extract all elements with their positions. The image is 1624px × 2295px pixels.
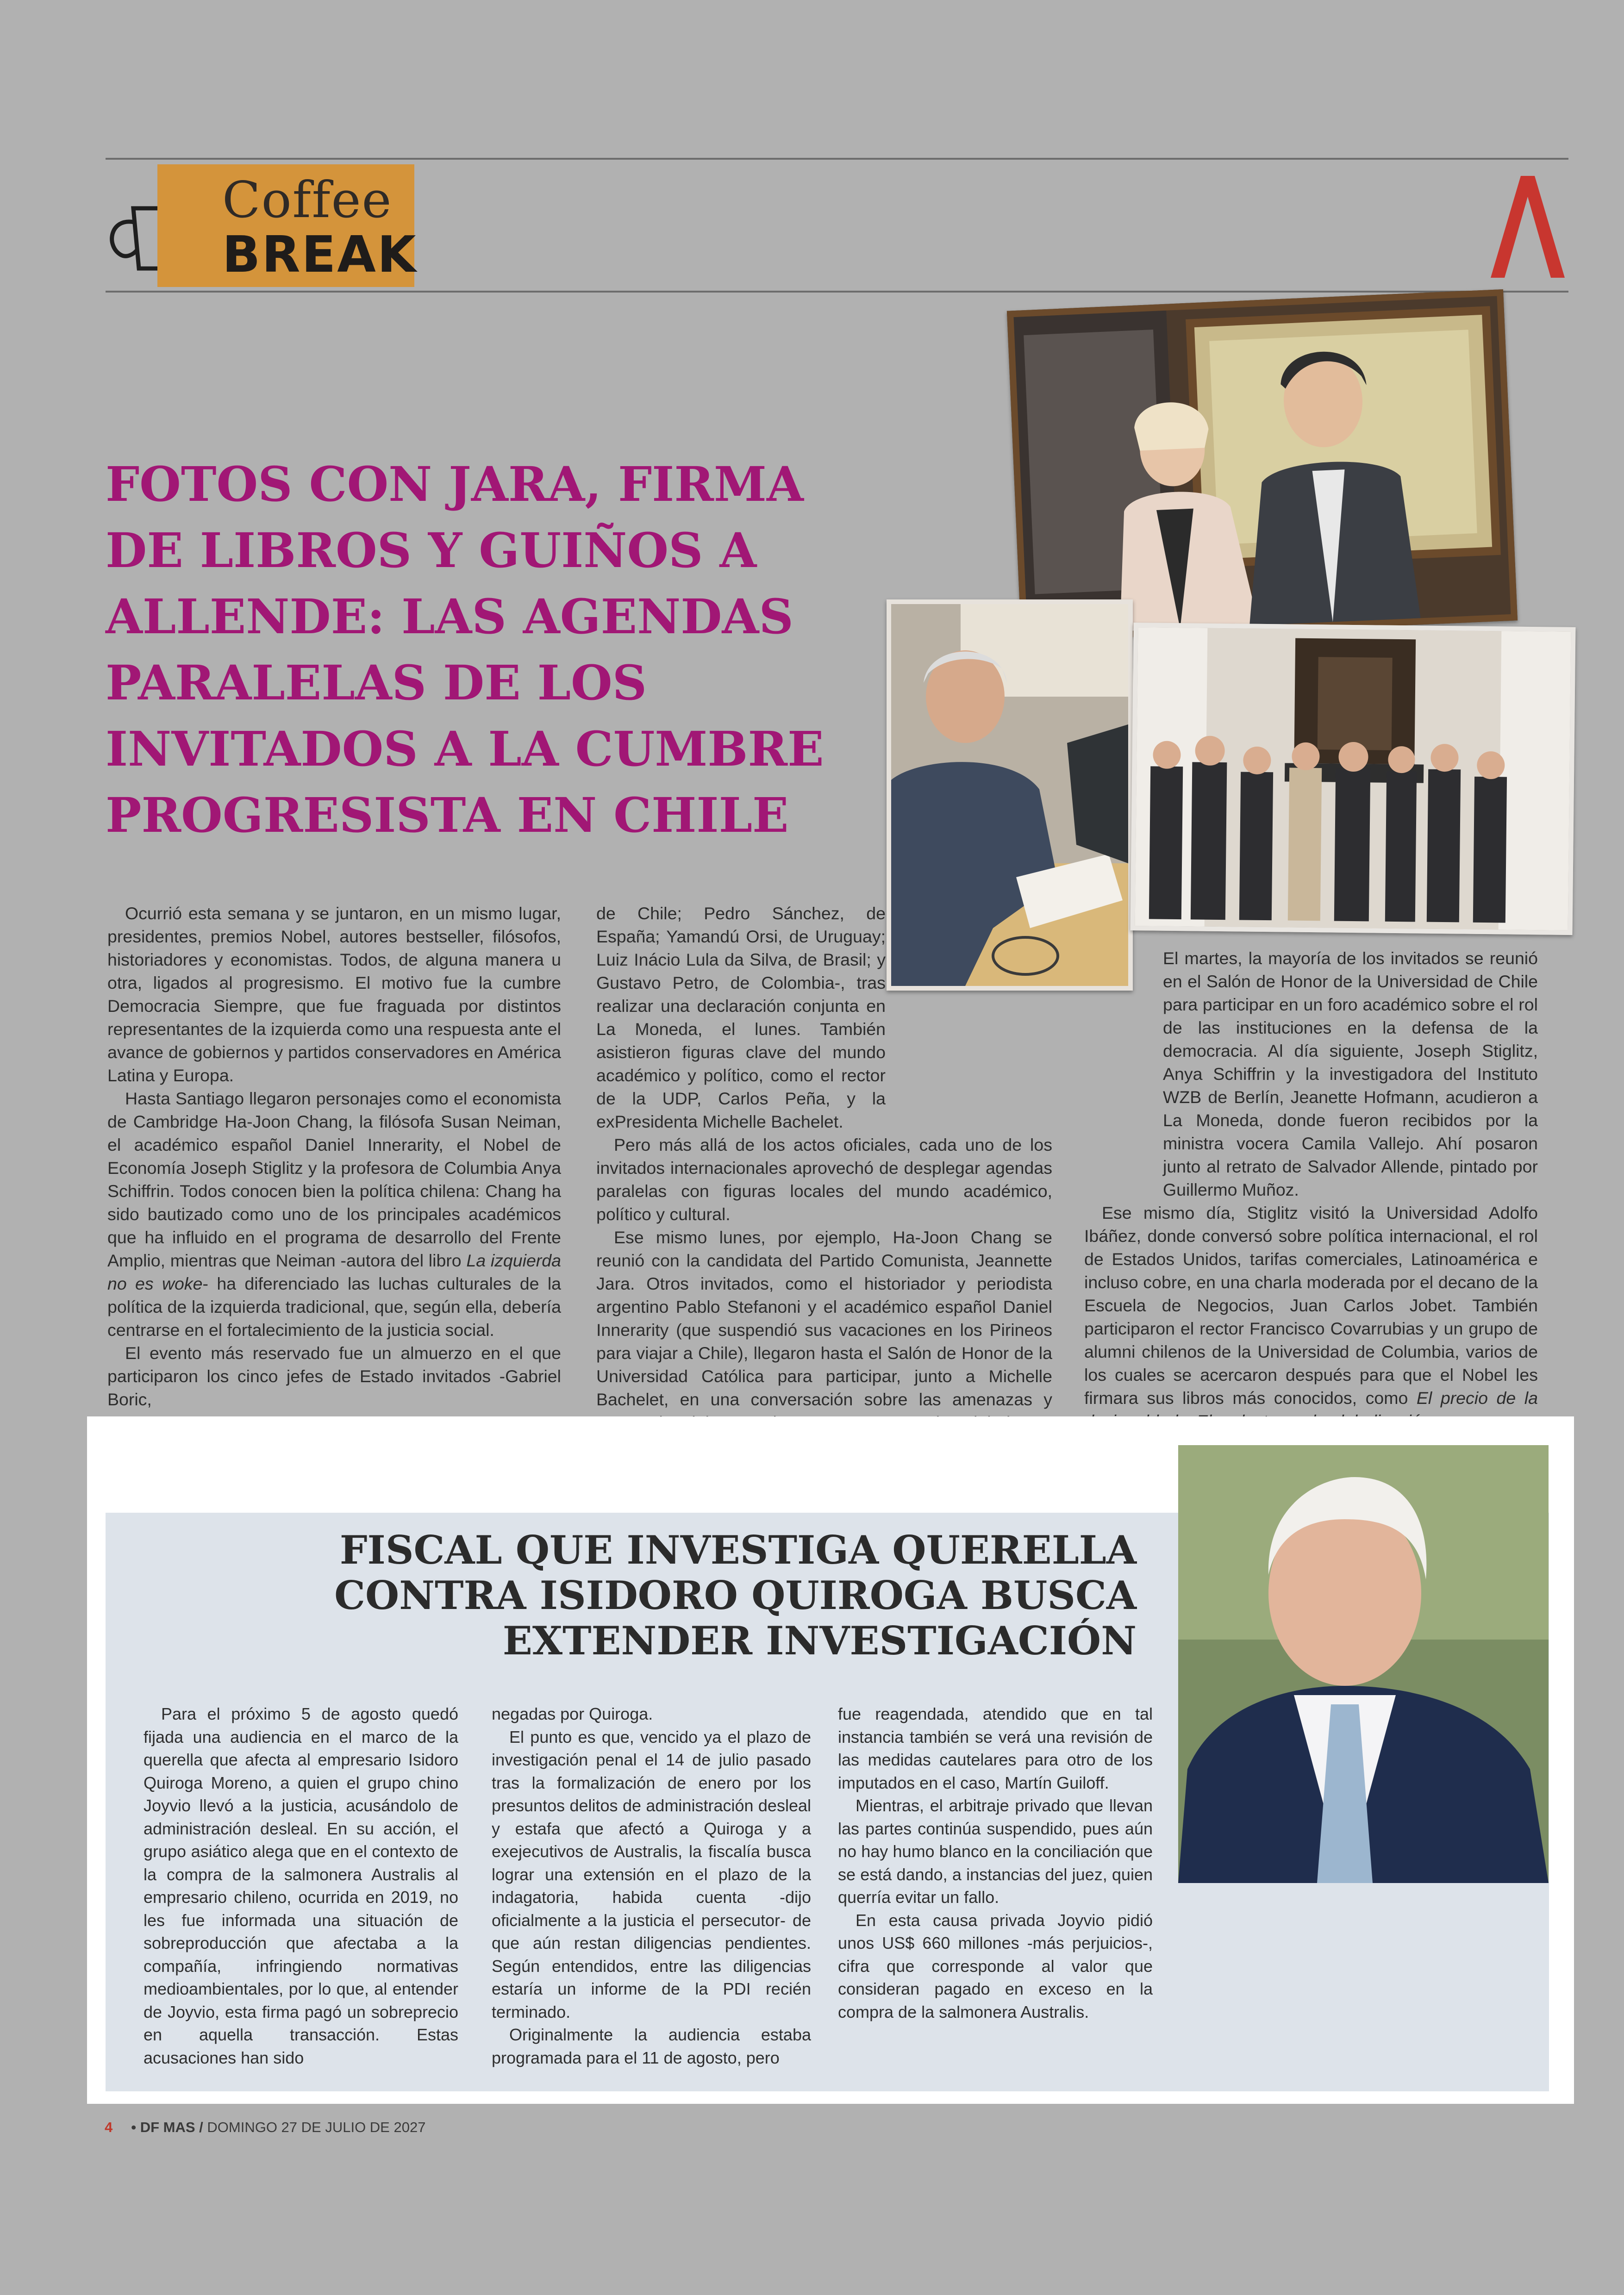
section-label-coffee: Coffee bbox=[222, 171, 393, 229]
paragraph: Pero más allá de los actos oficiales, cada uno de los invitados internacionales aprovechó de desplegar agendas paralelas con figuras locales del mundo académico, político y cultural. bbox=[596, 1135, 1052, 1224]
paragraph: El punto es que, vencido ya el plazo de investigación penal el 14 de julio pasado tras la formalización de enero por los presuntos delitos de administración desleal y estafa que afectó a Quiroga y a exejecutivos de Australis, la fiscalía busca lograr una extensión en el plazo de la indagatoria, habida cuenta -dijo oficialmente a la justicia el persecutor- de que aún restan diligencias pendientes. Según entendidos, entre las diligencias estaría un informe de la PDI recién terminado. bbox=[492, 1727, 811, 2021]
book-title: La izquierda no es woke bbox=[107, 1251, 562, 1293]
inset-column-3 bbox=[838, 1703, 1153, 2023]
inset-column-1 bbox=[144, 1703, 458, 2069]
paragraph: negadas por Quiroga. bbox=[492, 1704, 653, 1723]
paragraph: El martes, la mayoría de los invitados se reunió en el Salón de Honor de la Universidad de Chile para participar en un foro académico sobre el rol de las instituciones en la defensa de la democracia. Al día siguiente, Joseph Stiglitz, Anya Schiffrin y la investigadora del Instituto WZB de Berlín, Jeanette Hofmann, acudieron a La Moneda, donde fueron recibidos por la ministra vocera Camila Vallejo. Ahí posaron junto al retrato de Salvador Allende, pintado por Guillermo Muñoz. bbox=[1163, 948, 1538, 1199]
paragraph: Ese mismo lunes, por ejemplo, Ha-Joon Chang se reunió con la candidata del Partido Comunista, Jeannette Jara. Otros invitados, como el historiador y periodista argentino Pablo Stefanoni y el académico español Daniel Innerarity (que suspendió sus vacaciones en los Pirineos para viajar a Chile), llegaron hasta el Salón de Honor de la Universidad Católica para participar, junto a Michelle Bachelet, en una conversación sobre las amenazas y bbox=[596, 1228, 1052, 1409]
paragraph: Para el próximo 5 de agosto quedó fijada una audiencia en el marco de la querella que afecta al empresario Isidoro Quiroga Moreno, a quien el grupo chino Joyvio llevó a la justicia, acusándolo de administración desleal. En su acción, el grupo asiático alega que en el contexto de la compra de la salmonera Australis al empresario chileno, ocurrida en 2019, no les fue informada una situación de sobreproducción que afectaba a la compañía, infringiendo normativas medioambientales, por lo que, al entender de Joyvio, esta firma pagó un sobreprecio en aquella transacción. Estas acusaciones han sido bbox=[144, 1704, 458, 2067]
paragraph: Mientras, el arbitraje privado que llevan las partes continúa suspendido, pues aún no hay humo blanco en la conciliación que se está dando, a instancias del juez, quien querría evitar un fallo. bbox=[838, 1796, 1153, 1907]
article-column-2 bbox=[596, 902, 1052, 1434]
photo-chang-jara bbox=[1007, 289, 1518, 642]
book-title: El precio de la bbox=[1416, 1388, 1538, 1408]
paragraph: En esta causa privada Joyvio pidió unos US$ 660 millones -más perjuicios-, cifra que corresponde al valor que consideran pagado en exceso en la compra de la salmonera Australis. bbox=[838, 1910, 1153, 2021]
paragraph: Ese mismo día, Stiglitz visitó la Universidad Adolfo Ibáñez, donde conversó sobre política internacional, el rol de Estados Unidos, tarifas comerciales, Latinoamérica e incluso cobre, en una charla moderada por el decano de la Escuela de Negocios, Juan Carlos Jobet. También participaron el rector Francisco Covarrubias y un grupo de alumni chilenos de la Universidad de Columbia, varios de los cuales se acercaron después para que el Nobel les firmara sus libros más conocidos, como El precio de la bbox=[1084, 1201, 1538, 1433]
page-number: 4 bbox=[105, 2119, 113, 2135]
page-footer bbox=[105, 2119, 425, 2136]
article-headline: FOTOS CON JARA, FIRMA DE LIBROS Y GUIÑOS A ALLENDE: LAS AGENDAS PARALELAS DE LOS INVITADOS A LA CUMBRE PROGRESISTA EN CHILE bbox=[106, 456, 824, 843]
inset-column-2 bbox=[492, 1703, 811, 2069]
paragraph: de Chile; Pedro Sánchez, de España; Yamandú Orsi, de Uruguay; Luiz Inácio Lula da Silva, de Brasil; y Gustavo Petro, de Colombia-, tras realizar una declaración conjunta en La Moneda, el lunes. También asistieron figuras clave del mundo académico y político, como el rector de la UDP, Carlos Peña, y la exPresidenta Michelle Bachelet. bbox=[596, 904, 886, 1131]
issue-date: DOMINGO 27 DE JULIO DE 2027 bbox=[207, 2119, 426, 2135]
top-rule bbox=[106, 158, 1568, 160]
article-column-1 bbox=[107, 902, 561, 1411]
paragraph: Hasta Santiago llegaron personajes como el economista de Cambridge Ha-Joon Chang, la filósofa Susan Neiman, el académico español Daniel Innerarity, el Nobel de Economía Joseph Stiglitz y la profesora de Columbia Anya Schiffrin. Todos conocen bien la política chilena: Chang ha sido bautizado como uno de los principales académicos que ha influido en el programa de desarrollo del Frente Amplio, mientras que Neiman -autora del libro La izquierda no es woke- ha diferenciado las luchas culturales de la política de la izquierda tradicional, que, según ella, debería centrarse en el fortalecimiento de la justicia social. bbox=[107, 1089, 562, 1340]
paragraph: El evento más reservado fue un almuerzo en el que participaron los cinco jefes de Estado invitados -Gabriel Boric, bbox=[107, 1343, 561, 1409]
paragraph: Originalmente la audiencia estaba programada para el 11 de agosto, pero bbox=[492, 2025, 811, 2067]
paragraph: Ocurrió esta semana y se juntaron, en un mismo lugar, presidentes, premios Nobel, autores bestseller, filósofos, historiadores y economistas. Todos, de alguna manera u otra, ligados al progresismo. El motivo fue la cumbre Democracia Siempre, que fue fraguada por distintos representantes de la izquierda como una respuesta ante el avance de gobiernos y partidos conservadores en América Latina y Europa. bbox=[107, 904, 561, 1085]
photo-group-allende-portrait bbox=[1131, 623, 1576, 935]
inset-headline: FISCAL QUE INVESTIGA QUERELLA CONTRA ISIDORO QUIROGA BUSCA EXTENDER INVESTIGACIÓN bbox=[334, 1527, 1137, 1664]
article-column-3 bbox=[1084, 947, 1538, 1433]
paragraph: fue reagendada, atendido que en tal instancia también se verá una revisión de las medidas cautelares para otro de los imputados en el caso, Martín Guiloff. bbox=[838, 1704, 1153, 1792]
publication-logo-icon bbox=[1486, 174, 1569, 280]
photo-isidoro-quiroga bbox=[1178, 1445, 1549, 1883]
header-rule bbox=[106, 291, 1568, 293]
publication-name: • DF MAS / bbox=[131, 2119, 203, 2135]
section-label-break: BREAK bbox=[222, 226, 418, 284]
